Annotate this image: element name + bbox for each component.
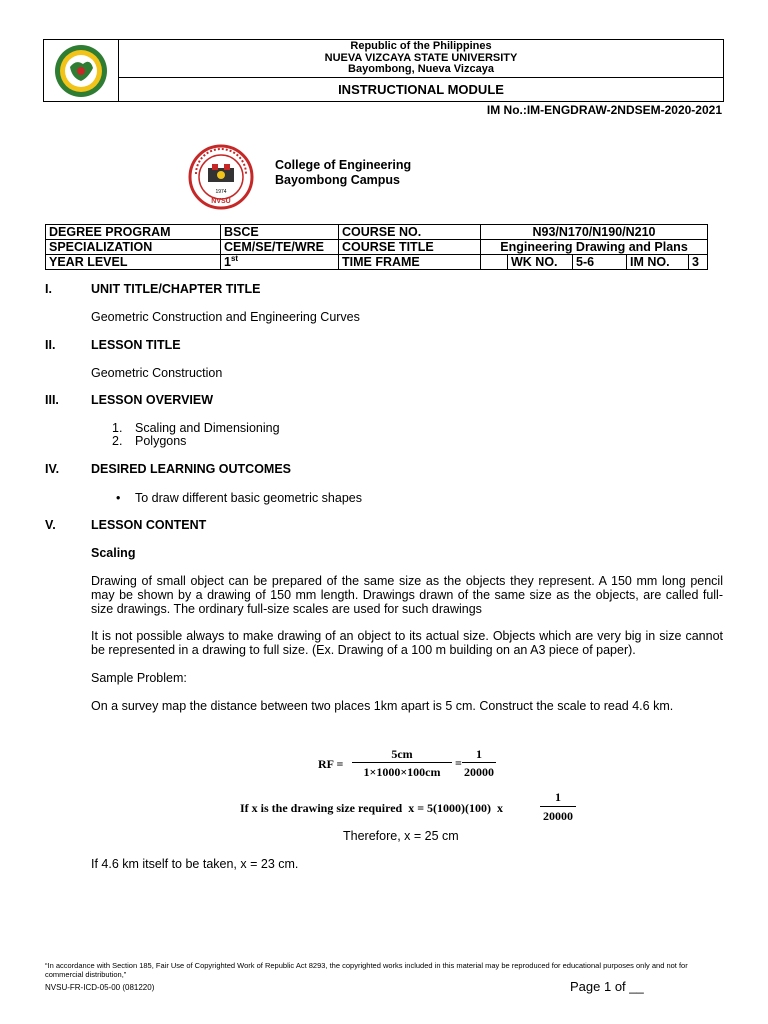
header-location: Bayombong, Nueva Vizcaya	[348, 63, 494, 75]
college-seal-icon	[184, 144, 258, 210]
section-4-number: IV.	[45, 462, 60, 476]
header-republic: Republic of the Philippines	[350, 40, 492, 52]
college-campus: Bayombong Campus	[275, 173, 401, 187]
spacer-cell	[481, 255, 508, 270]
college-logo	[184, 144, 258, 215]
year-level-value: 1	[224, 255, 231, 269]
conclusion: If 4.6 km itself to be taken, x = 23 cm.	[91, 857, 299, 871]
course-title-label: COURSE TITLE	[339, 240, 481, 255]
college-name-block	[275, 158, 411, 188]
eq1-fraction-bar-2	[462, 762, 496, 763]
im-no-label: IM NO.	[627, 255, 689, 270]
year-level-cell	[221, 255, 339, 270]
table-row	[46, 225, 708, 240]
course-no-value: N93/N170/N190/N210	[481, 225, 708, 240]
course-no-label: COURSE NO.	[339, 225, 481, 240]
time-frame-label: TIME FRAME	[339, 255, 481, 270]
section-2-number: II.	[45, 338, 56, 352]
paragraph-1: Drawing of small object can be prepared of the same size as the objects they represent. A 150 mm long pencil may be shown by a drawing of 150 mm length. Drawings drawn of the same size as the objects, are called full-size drawings. The ordinary full-size scales are used for such drawings	[91, 574, 723, 616]
eq1-numerator: 5cm	[391, 747, 413, 761]
course-title-value: Engineering Drawing and Plans	[481, 240, 708, 255]
eq2-numerator: 1	[555, 790, 561, 804]
eq2-denominator: 20000	[543, 809, 573, 823]
section-2-title: LESSON TITLE	[91, 338, 181, 352]
wk-no-label: WK NO.	[508, 255, 573, 270]
year-level-suffix: st	[230, 253, 239, 263]
eq2-text: If x is the drawing size required x = 5(1000)(100) x	[240, 801, 504, 815]
fair-use-notice: “In accordance with Section 185, Fair Use of Copyrighted Work of Republic Act 8293, the copyrighted works included in this material may be reproduced for educational purposes only and not for commercial distribution,”	[45, 961, 688, 979]
degree-program-label: DEGREE PROGRAM	[46, 225, 221, 240]
paragraph-2: It is not possible always to make drawing of an object to its actual size. Objects which are very big in size cannot be represented in a drawing to full size. (Ex. Drawing of a 100 m building on an A3 piece of paper).	[91, 629, 723, 657]
university-seal-icon	[50, 43, 112, 99]
specialization-value: CEM/SE/TE/WRE	[221, 240, 339, 255]
header-module-title: INSTRUCTIONAL MODULE	[338, 82, 504, 97]
college-seal-year: 1974	[215, 189, 227, 195]
specialization-label: SPECIALIZATION	[46, 240, 221, 255]
college-seal-abbrev: NVSU	[211, 198, 231, 205]
eq1-equals: =	[455, 756, 462, 770]
subheading-scaling: Scaling	[91, 546, 136, 560]
outcome-item: To draw different basic geometric shapes	[135, 491, 362, 505]
section-1-number: I.	[45, 282, 52, 296]
university-seal-cell	[44, 40, 119, 101]
list-item-number: 1.	[112, 421, 123, 435]
section-3-title: LESSON OVERVIEW	[91, 393, 214, 407]
list-item-number: 2.	[112, 434, 123, 448]
section-1-body: Geometric Construction and Engineering Curves	[91, 310, 360, 324]
course-info-table	[45, 224, 708, 270]
eq1-lhs: RF =	[318, 757, 344, 771]
section-5-number: V.	[45, 518, 56, 532]
bullet-icon: •	[116, 491, 121, 505]
section-5-title: LESSON CONTENT	[91, 518, 207, 532]
eq1-numerator-2: 1	[476, 747, 482, 761]
form-code: NVSU-FR-ICD-05-00 (081220)	[45, 983, 155, 992]
wk-no-value: 5-6	[573, 255, 627, 270]
eq1-fraction-bar	[352, 762, 452, 763]
table-row	[46, 255, 708, 270]
problem-statement: On a survey map the distance between two places 1km apart is 5 cm. Construct the scale to read 4.6 km.	[91, 699, 674, 713]
im-number: IM No.:IM-ENGDRAW-2NDSEM-2020-2021	[486, 103, 722, 117]
page-number: Page 1 of __	[570, 979, 644, 994]
header-university: NUEVA VIZCAYA STATE UNIVERSITY	[324, 51, 518, 64]
year-level-label: YEAR LEVEL	[46, 255, 221, 270]
section-2-body: Geometric Construction	[91, 366, 223, 380]
header-institution	[119, 40, 723, 78]
sample-problem-label: Sample Problem:	[91, 671, 187, 685]
college-name: College of Engineering	[275, 158, 412, 172]
section-3-number: III.	[45, 393, 59, 407]
document-header	[43, 39, 724, 102]
eq1-denominator: 1×1000×100cm	[363, 765, 441, 779]
section-4-title: DESIRED LEARNING OUTCOMES	[91, 462, 292, 476]
eq2-fraction-bar	[540, 806, 576, 807]
section-1-title: UNIT TITLE/CHAPTER TITLE	[91, 282, 261, 296]
im-no-value: 3	[689, 255, 708, 270]
eq1-denominator-2: 20000	[464, 765, 494, 779]
table-row	[46, 240, 708, 255]
list-item: Polygons	[135, 434, 187, 448]
degree-program-value: BSCE	[221, 225, 339, 240]
therefore-result: Therefore, x = 25 cm	[343, 829, 459, 843]
list-item: Scaling and Dimensioning	[135, 421, 280, 435]
